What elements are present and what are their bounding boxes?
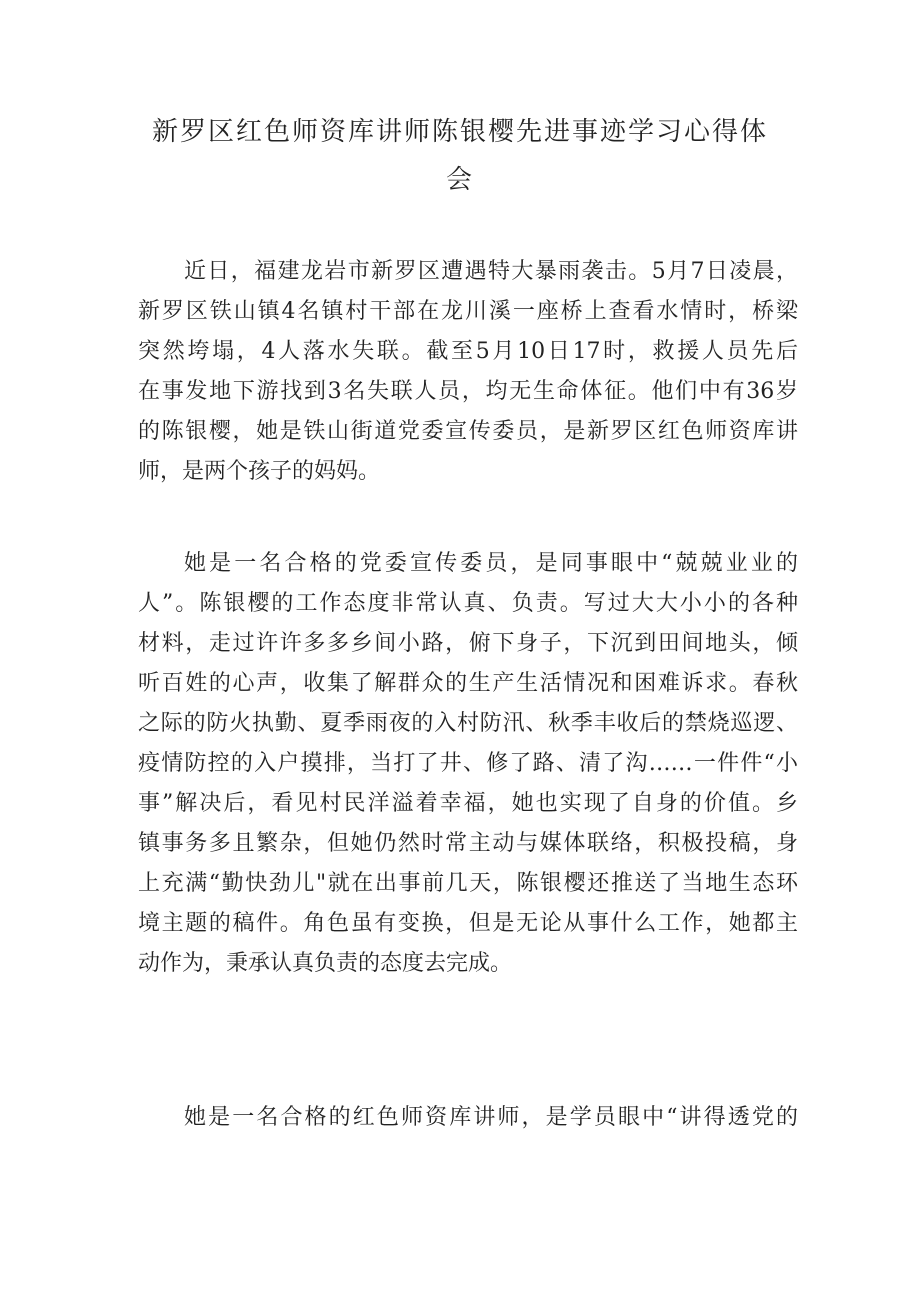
document-title-line-2: 会 (445, 165, 474, 195)
paragraph-line: 师，是两个孩子的妈妈。 (138, 459, 381, 484)
paragraph-line: 材料，走过许许多多乡间小路，俯下身子，下沉到田间地头，倾 (138, 631, 798, 656)
paragraph-line: 动作为，秉承认真负责的态度去完成。 (138, 951, 513, 976)
paragraph-2 (138, 544, 798, 984)
paragraph-line: 人”。陈银樱的工作态度非常认真、负责。写过大大小小的各种 (138, 591, 798, 616)
paragraph-line: 镇事务多且繁杂，但她仍然时常主动与媒体联络，积极投稿，身 (138, 831, 798, 856)
paragraph-line: 事”解决后，看见村民洋溢着幸福，她也实现了自身的价值。乡 (138, 791, 798, 816)
paragraph-line: 境主题的稿件。角色虽有变换，但是无论从事什么工作，她都主 (138, 911, 798, 936)
paragraph-line: 突然垮塌，4人落水失联。截至5月10日17时，救援人员先后 (138, 339, 798, 364)
paragraph-3 (138, 1098, 798, 1138)
paragraph-1 (138, 252, 798, 492)
paragraph-line: 之际的防火执勤、夏季雨夜的入村防汛、秋季丰收后的禁烧巡逻、 (138, 711, 798, 736)
paragraph-line: 上充满“勤快劲儿"就在出事前几天，陈银樱还推送了当地生态环 (138, 871, 798, 896)
paragraph-line: 她是一名合格的党委宣传委员，是同事眼中“兢兢业业的 (184, 551, 798, 576)
paragraph-line: 的陈银樱，她是铁山街道党委宣传委员，是新罗区红色师资库讲 (138, 419, 798, 444)
paragraph-line: 新罗区铁山镇4名镇村干部在龙川溪一座桥上查看水情时，桥梁 (138, 299, 798, 324)
paragraph-line: 近日，福建龙岩市新罗区遭遇特大暴雨袭击。5月7日凌晨， (184, 259, 798, 284)
paragraph-line: 她是一名合格的红色师资库讲师，是学员眼中“讲得透党的 (184, 1105, 798, 1130)
paragraph-line: 疫情防控的入户摸排，当打了井、修了路、清了沟……一件件“小 (138, 751, 798, 776)
paragraph-line: 在事发地下游找到3名失联人员，均无生命体征。他们中有36岁 (138, 379, 798, 404)
paragraph-line: 听百姓的心声，收集了解群众的生产生活情况和困难诉求。春秋 (138, 671, 798, 696)
document-title-line-1: 新罗区红色师资库讲师陈银樱先进事迹学习心得体 (151, 117, 768, 147)
